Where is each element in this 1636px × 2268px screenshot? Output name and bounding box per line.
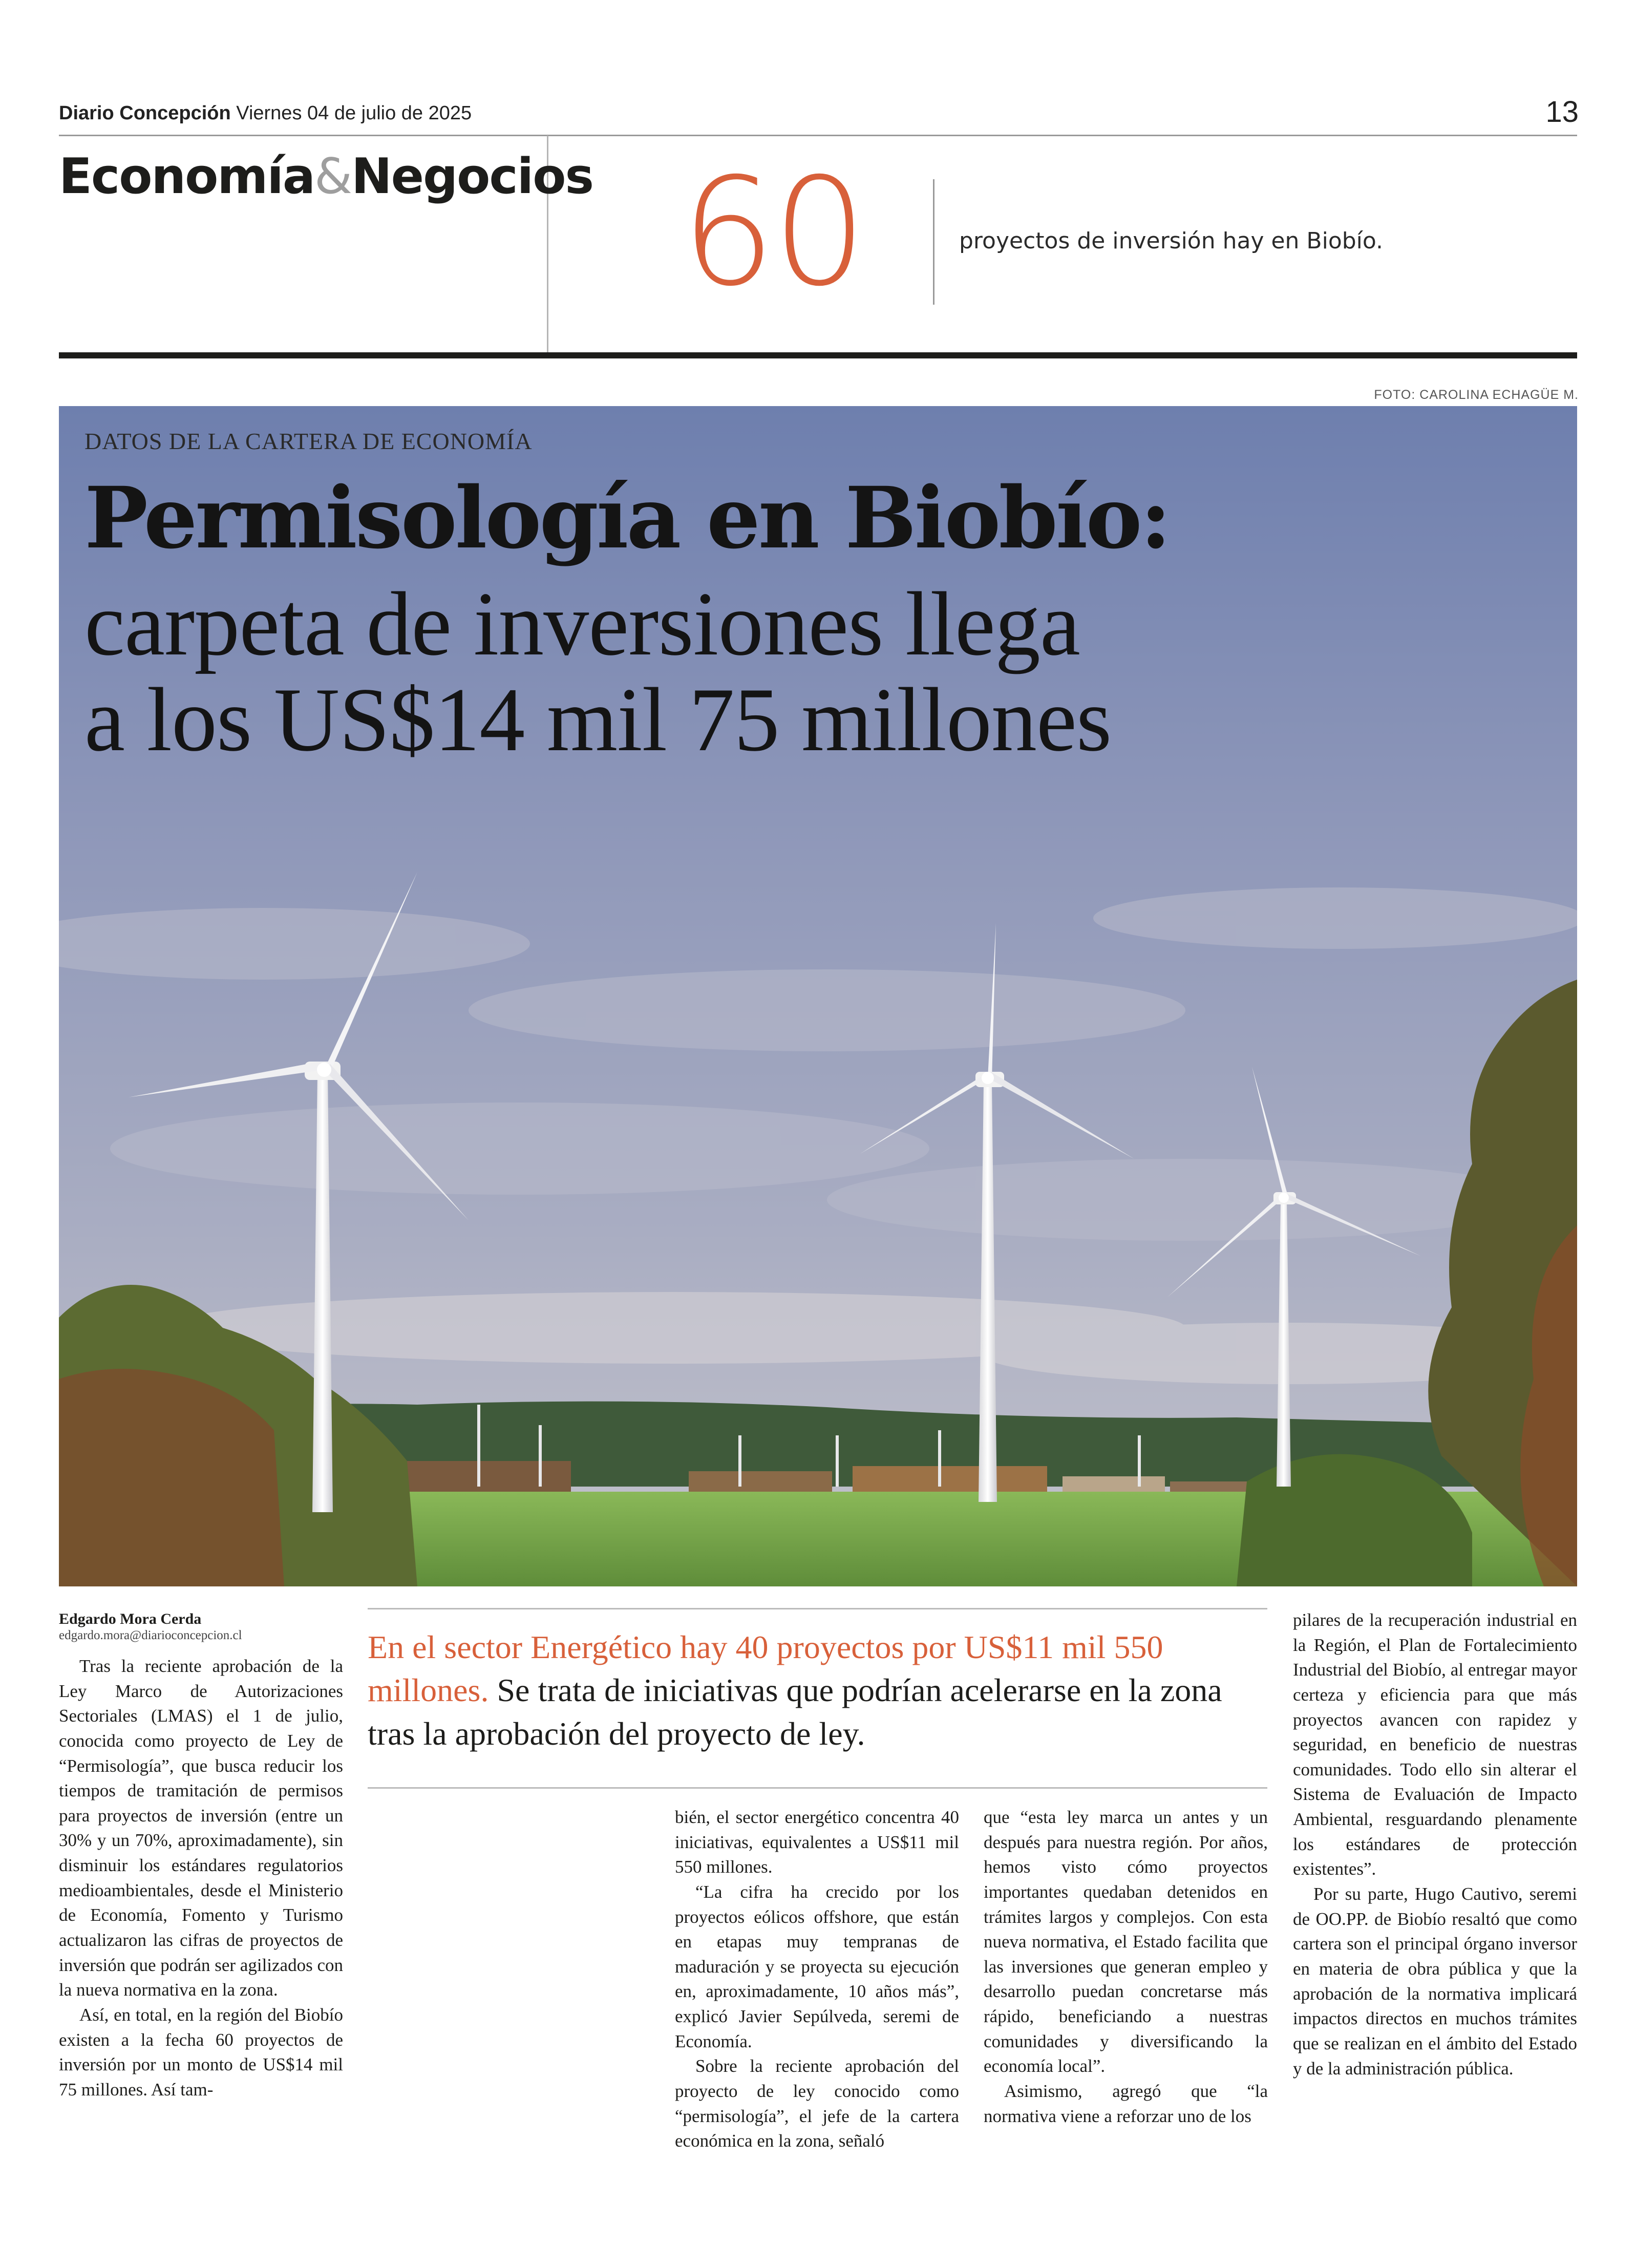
paragraph: que “esta ley marca un antes y un después para nuestra región. Por años, hemos visto cómo proyectos importantes quedaban detenidos en trámites largos y complejos. Con esta nueva normativa, el Estado facilita que las inversiones que generan empleo y desarrollo puedan concretarse más rápido, beneficiando a nuestras comunidades y diversificando la economía local”. xyxy=(984,1807,1268,2076)
body-column-4 xyxy=(1293,1608,1577,2081)
photo-credit: FOTO: CAROLINA ECHAGÜE M. xyxy=(1374,388,1579,402)
article-kicker: DATOS DE LA CARTERA DE ECONOMÍA xyxy=(84,428,533,454)
headline-line-3: a los US$14 mil 75 millones xyxy=(84,668,1112,770)
lead-paragraph xyxy=(368,1626,1269,1755)
headline-subtitle xyxy=(84,573,1112,770)
paragraph: Así, en total, en la región del Biobío existen a la fecha 60 proyectos de inversión por un monto de US$14 mil 75 millones. Así tam- xyxy=(59,2004,343,2100)
header-rule xyxy=(59,135,1577,136)
lead-rule-bottom xyxy=(368,1787,1267,1789)
paragraph: Por su parte, Hugo Cautivo, seremi de OO.PP. de Biobío resaltó que como cartera son el principal órgano inversor en materia de obra pública y que la aprobación de la normativa implicará impactos directos en muchos trámites que se realizan en el ámbito del Estado y de la administración pública. xyxy=(1293,1884,1577,2079)
paragraph: “La cifra ha crecido por los proyectos eólicos offshore, que están en etapas muy tempranas de maduración y se proyecta su ejecución en, aproximadamente, 10 años más”, explicó Javier Sepúlveda, seremi de Economía. xyxy=(675,1881,959,2051)
body-column-2 xyxy=(675,1805,959,2154)
author-email[interactable]: edgardo.mora@diarioconcepcion.cl xyxy=(59,1628,242,1642)
section-title xyxy=(59,149,593,205)
lead-text: Se trata de iniciativas que podrían acelerarse en la zona tras la aprobación del proyecto de ley. xyxy=(368,1672,1222,1752)
masthead-line xyxy=(59,102,472,124)
paragraph: pilares de la recuperación industrial en la Región, el Plan de Fortalecimiento Industrial del Biobío, al entregar mayor certeza y eficiencia para que más proyectos avancen con rapidez y seguridad, en beneficio de nuestras comunidades. Todo ello sin alterar el Sistema de Evaluación de Impacto Ambiental, resguardando plenamente los estándares de protección existentes”. xyxy=(1293,1610,1577,1879)
highlight-caption: proyectos de inversión hay en Biobío. xyxy=(959,228,1384,254)
page-number: 13 xyxy=(1545,95,1579,129)
lead-highlight: En el sector Energético hay 40 proyectos por US$11 mil 550 millones. xyxy=(368,1629,1163,1709)
paragraph: Sobre la reciente aprobación del proyecto de ley conocido como “permisología”, el jefe de la cartera económica en la zona, señaló xyxy=(675,2056,959,2151)
body-column-1 xyxy=(59,1654,343,2103)
headline-line-2: carpeta de inversiones llega xyxy=(84,573,1080,674)
body-column-3 xyxy=(984,1805,1268,2129)
paragraph: Asimismo, agregó que “la normativa viene a reforzar uno de los xyxy=(984,2081,1268,2126)
section-title-part1: Economía xyxy=(59,149,315,205)
author-name: Edgardo Mora Cerda xyxy=(59,1610,202,1627)
issue-date: Viernes 04 de julio de 2025 xyxy=(236,102,472,124)
section-title-ampersand: & xyxy=(314,149,352,205)
section-title-part2: Negocios xyxy=(351,149,593,205)
highlight-divider xyxy=(933,179,934,305)
highlight-number: 60 xyxy=(681,146,864,319)
headline-bold: Permisología en Biobío: xyxy=(84,468,1170,567)
paragraph: bién, el sector energético concentra 40 iniciativas, equivalentes a US$11 mil 550 millones. xyxy=(675,1807,959,1877)
lead-rule-top xyxy=(368,1608,1267,1609)
header-thick-rule xyxy=(59,352,1577,358)
publication-name: Diario Concepción xyxy=(59,102,231,124)
paragraph: Tras la reciente aprobación de la Ley Marco de Autorizaciones Sectoriales (LMAS) el 1 de julio, conocida como proyecto de Ley de “Permisología”, que busca reducir los tiempos de tramitación de permisos para proyectos de inversión (entre un 30% y un 70%, aproximadamente), sin disminuir los estándares regulatorios medioambientales, desde el Ministerio de Economía, Fomento y Turismo actualizaron las cifras de proyectos de inversión que podrán ser agilizados con la nueva normativa en la zona. xyxy=(59,1656,343,2000)
